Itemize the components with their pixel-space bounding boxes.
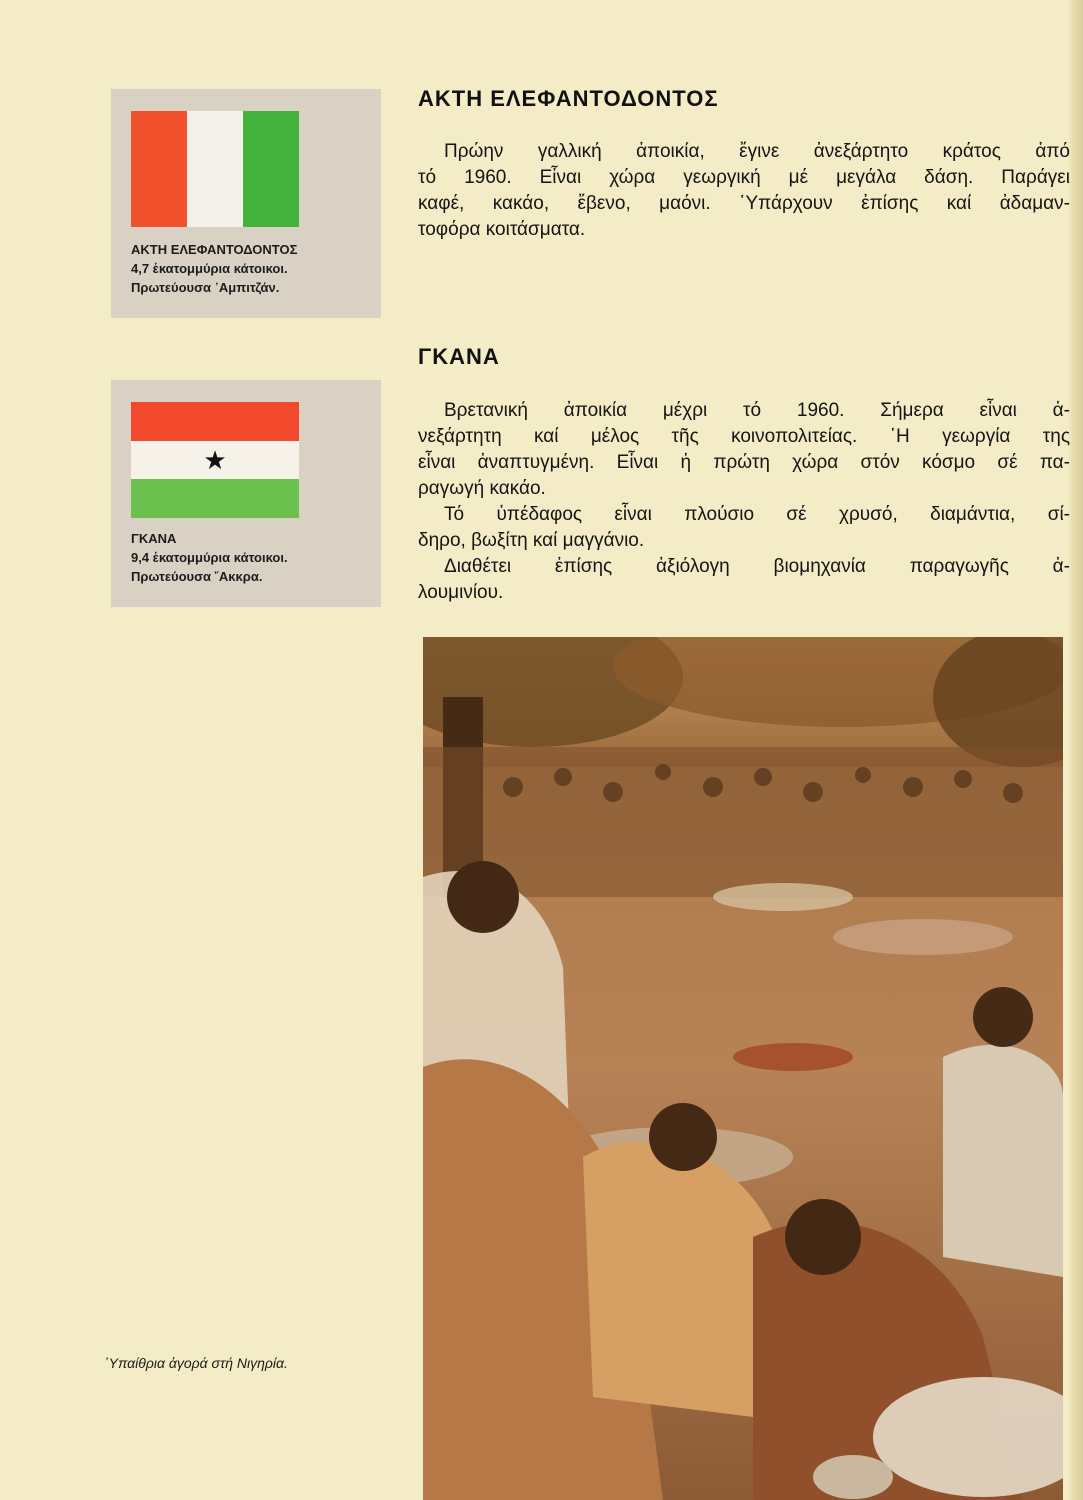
country-card-ghana [111,380,381,607]
section-heading-ivory-coast: ΑΚΤΗ ΕΛΕΦΑΝΤΟΔΟΝΤΟΣ [418,86,719,111]
flag-stripe-white [187,111,243,227]
section-body-ivory-coast [418,139,1070,243]
body-line: τό 1960. Εἶναι χώρα γεωργική μέ μεγάλα δάση. Παράγει [418,167,1070,188]
country-capital: Πρωτεύουσα ῎Ακκρα. [131,569,263,584]
flag-stripe-green [243,111,299,227]
photo-caption: ῾Υπαίθρια ἀγορά στή Νιγηρία. [104,1355,288,1371]
section-heading-ghana: ΓΚΑΝΑ [418,344,500,369]
flag-band-white [131,441,299,480]
ivory-coast-flag-icon [131,111,299,227]
body-line: νεξάρτητη καί μέλος τῆς κοινοπολιτείας. ῾Η γεωργία της [418,426,1070,447]
body-line: καφέ, κακάο, ἔβενο, μαόνι. ῾Υπάρχουν ἐπίσης καί ἀδαμαν- [418,193,1070,214]
body-line: Βρετανική ἀποικία μέχρι τό 1960. Σήμερα εἶναι ἀ- [444,400,1070,421]
market-photo [423,637,1063,1500]
country-population: 9,4 ἑκατομμύρια κάτοικοι. [131,550,288,565]
country-capital: Πρωτεύουσα ᾿Αμπιτζάν. [131,280,280,295]
country-population: 4,7 ἑκατομμύρια κάτοικοι. [131,261,288,276]
body-line: Πρώην γαλλική ἀποικία, ἔγινε ἀνεξάρτητο κράτος ἀπό [444,141,1070,162]
country-card-ivory-coast [111,89,381,318]
market-photo-image [423,637,1063,1500]
body-line: εἶναι ἀναπτυγμένη. Εἶναι ἡ πρώτη χώρα στόν κόσμο σέ πα- [418,452,1070,473]
body-line: λουμινίου. [418,582,504,603]
flag-stripe-orange [131,111,187,227]
country-card-text [131,529,373,586]
body-line: δηρο, βωξίτη καί μαγγάνιο. [418,530,645,551]
flag-band-green [131,479,299,518]
country-name: ΓΚΑΝΑ [131,531,177,546]
country-card-text [131,240,373,297]
body-line: Διαθέτει ἐπίσης ἀξιόλογη βιομηχανία παραγωγῆς ἀ- [444,556,1070,577]
body-line: Τό ὑπέδαφος εἶναι πλούσιο σέ χρυσό, διαμάντια, σί- [444,504,1070,525]
flag-band-red [131,402,299,441]
ghana-flag-icon [131,402,299,518]
page-edge [1069,0,1083,1500]
country-name: ΑΚΤΗ ΕΛΕΦΑΝΤΟΔΟΝΤΟΣ [131,242,298,257]
black-star-icon: ★ [203,445,227,475]
body-line: τοφόρα κοιτάσματα. [418,219,586,240]
body-line: ραγωγή κακάο. [418,478,546,499]
section-body-ghana [418,398,1070,606]
